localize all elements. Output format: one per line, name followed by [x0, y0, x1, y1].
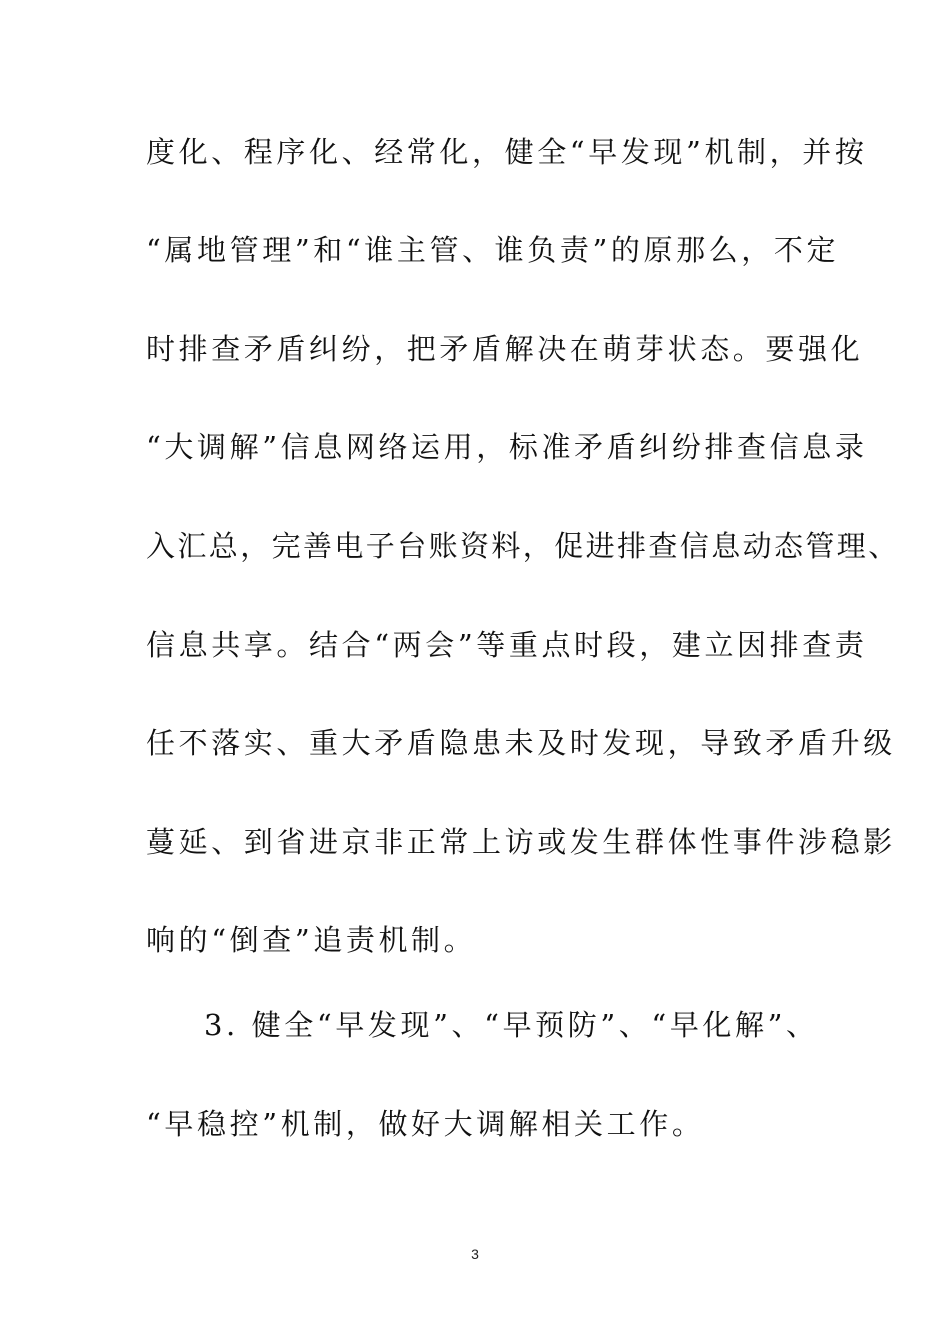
body-text-line: “大调解”信息网络运用，标准矛盾纠纷排查信息录 [146, 430, 868, 464]
body-text-line: “早稳控”机制，做好大调解相关工作。 [146, 1107, 705, 1141]
body-text-line: 信息共享。结合“两会”等重点时段，建立因排查责 [146, 628, 868, 662]
body-text-line: 响的“倒查”追责机制。 [146, 923, 477, 957]
body-text-line: 度化、程序化、经常化，健全“早发现”机制，并按 [146, 135, 868, 169]
body-text-line: 任不落实、重大矛盾隐患未及时发现，导致矛盾升级 [146, 726, 896, 760]
page-number: 3 [471, 1246, 479, 1262]
body-text-line: 入汇总，完善电子台账资料，促进排查信息动态管理、 [146, 529, 900, 563]
numbered-item-heading: 3. 健全“早发现”、“早预防”、“早化解”、 [204, 1008, 819, 1042]
body-text-line: 时排查矛盾纠纷，把矛盾解决在萌芽状态。要强化 [146, 332, 864, 366]
body-text-line: 蔓延、到省进京非正常上访或发生群体性事件涉稳影 [146, 825, 896, 859]
body-text-line: “属地管理”和“谁主管、谁负责”的原那么，不定 [146, 233, 840, 267]
